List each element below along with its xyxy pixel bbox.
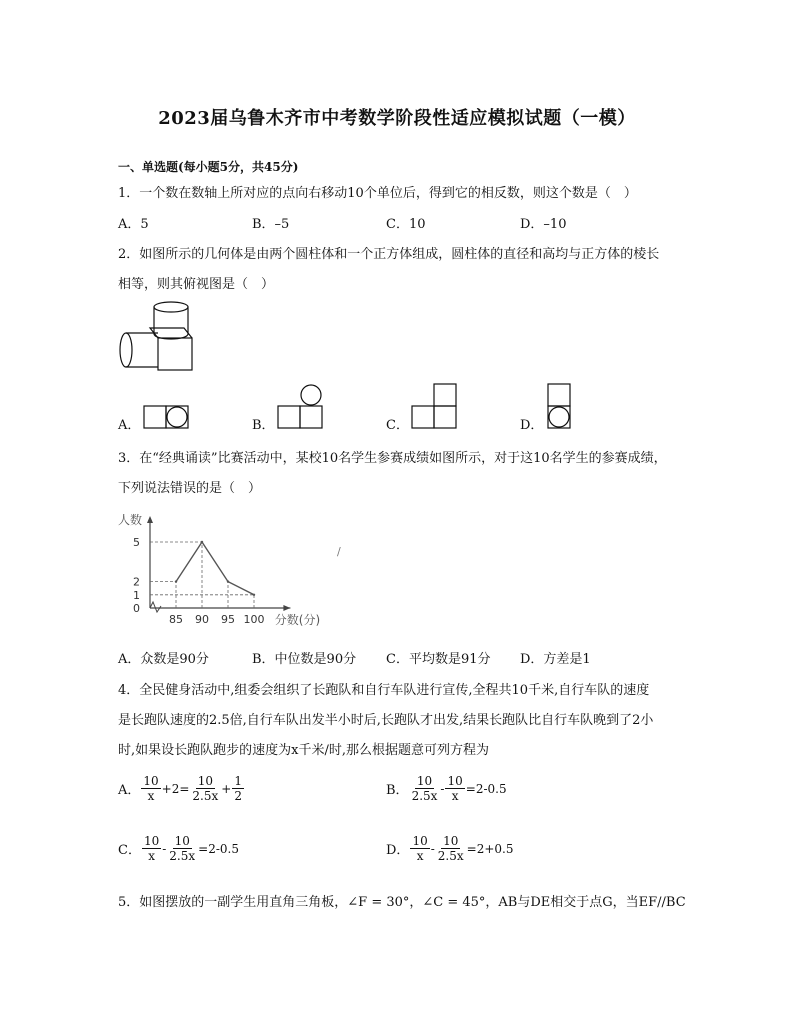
data-point-90 bbox=[201, 541, 203, 543]
x-axis-arrow bbox=[283, 605, 290, 611]
q2-option-c-figure bbox=[410, 382, 462, 430]
series-line bbox=[176, 542, 254, 595]
question-4-stem-line1: 4．全民健身活动中,组委会组织了长跑队和自行车队进行宣传,全程共10千米,自行车队的速度 bbox=[118, 683, 650, 698]
q4-option-d[interactable]: D． $\frac{10}{x}$ - $\frac{10}{2.5x}$ =2+0.5 bbox=[386, 834, 514, 863]
q1-option-b[interactable]: B．–5 bbox=[252, 217, 290, 232]
q4-c-equation: $\frac{10}{x}$ - $\frac{10}{2.5x}$ =2-0.5 bbox=[143, 834, 239, 863]
x-tick-100: 100 bbox=[243, 613, 265, 626]
axis-break-mark bbox=[150, 602, 161, 612]
q4-option-b[interactable]: B． $\frac{10}{2.5x}$ - $\frac{10}{x}$ =2-0.5 bbox=[386, 774, 507, 803]
y-tick-5: 5 bbox=[133, 536, 140, 549]
x-tick-95: 95 bbox=[221, 613, 235, 626]
y-axis-label: 人数 bbox=[118, 513, 143, 527]
question-4-stem-line3: 时,如果设长跑队跑步的速度为x千米/时,那么根据题意可列方程为 bbox=[118, 743, 489, 758]
q2-option-a-label[interactable]: A． bbox=[118, 418, 141, 433]
q2-option-b-figure bbox=[276, 382, 328, 430]
question-5-stem: 5．如图摆放的一副学生用直角三角板，∠F = 30°，∠C = 45°，AB与DE相交于点G，当EF//BC bbox=[118, 895, 686, 910]
q2-option-c-label[interactable]: C． bbox=[386, 418, 409, 433]
x-tick-90: 90 bbox=[195, 613, 209, 626]
question-1-stem: 1．一个数在数轴上所对应的点向右移动10个单位后，得到它的相反数，则这个数是（ ） bbox=[118, 186, 637, 201]
q4-a-equation: $\frac{10}{x}$ +2= $\frac{10}{2.5x}$ + $\frac{1}{2}$ bbox=[143, 774, 242, 803]
y-tick-0: 0 bbox=[133, 602, 140, 615]
question-3-stem-line1: 3．在“经典诵读”比赛活动中，某校10名学生参赛成绩如图所示，对于这10名学生的参赛成绩， bbox=[118, 451, 667, 466]
x-tick-85: 85 bbox=[169, 613, 183, 626]
stray-mark: / bbox=[337, 545, 341, 558]
q4-option-a[interactable]: A． $\frac{10}{x}$ +2= $\frac{10}{2.5x}$ + $\frac{1}{2}$ bbox=[118, 774, 245, 803]
y-axis-arrow bbox=[147, 516, 153, 523]
y-tick-1: 1 bbox=[133, 588, 140, 602]
q1-option-c[interactable]: C．10 bbox=[386, 217, 426, 232]
data-point-85 bbox=[175, 580, 177, 582]
q4-option-c[interactable]: C． $\frac{10}{x}$ - $\frac{10}{2.5x}$ =2-0.5 bbox=[118, 834, 239, 863]
question-3-stem-line2: 下列说法错误的是（ ） bbox=[118, 481, 262, 496]
q2-option-b-label[interactable]: B． bbox=[252, 418, 275, 433]
q3-option-d[interactable]: D．方差是1 bbox=[520, 652, 591, 667]
q4-b-equation: $\frac{10}{2.5x}$ - $\frac{10}{x}$ =2-0.5 bbox=[411, 774, 507, 803]
question-4-stem-line2: 是长跑队速度的2.5倍,自行车队出发半小时后,长跑队才出发,结果长跑队比自行车队晚到了2小 bbox=[118, 713, 654, 728]
q3-option-b[interactable]: B．中位数是90分 bbox=[252, 652, 357, 667]
q1-option-d[interactable]: D．–10 bbox=[520, 217, 567, 232]
q2-option-d-figure bbox=[546, 382, 574, 432]
question-2-stem-line2: 相等，则其俯视图是（ ） bbox=[118, 277, 275, 292]
cube-front-face bbox=[158, 338, 192, 370]
q3-option-c[interactable]: C．平均数是91分 bbox=[386, 652, 491, 667]
x-axis-label: 分数(分) bbox=[274, 613, 321, 627]
score-line-chart bbox=[112, 508, 352, 636]
y-tick-2: 2 bbox=[133, 575, 140, 589]
data-point-95 bbox=[227, 580, 229, 582]
upright-cylinder-top bbox=[154, 302, 188, 312]
q3-option-a[interactable]: A．众数是90分 bbox=[118, 652, 209, 667]
section-heading: 一、单选题(每小题5分，共45分) bbox=[118, 160, 299, 174]
q2-option-d-label[interactable]: D． bbox=[520, 418, 544, 433]
data-point-100 bbox=[253, 594, 255, 596]
page-title: 2023届乌鲁木齐市中考数学阶段性适应模拟试题（一模） bbox=[158, 108, 636, 129]
geometric-solid-figure bbox=[116, 298, 198, 376]
question-2-stem-line1: 2．如图所示的几何体是由两个圆柱体和一个正方体组成，圆柱体的直径和高均与正方体的棱长 bbox=[118, 247, 660, 262]
q4-d-equation: $\frac{10}{x}$ - $\frac{10}{2.5x}$ =2+0.5 bbox=[412, 834, 514, 863]
q2-option-a-figure bbox=[142, 404, 192, 430]
q1-option-a[interactable]: A．5 bbox=[118, 217, 149, 232]
horizontal-cylinder-end bbox=[120, 333, 132, 367]
